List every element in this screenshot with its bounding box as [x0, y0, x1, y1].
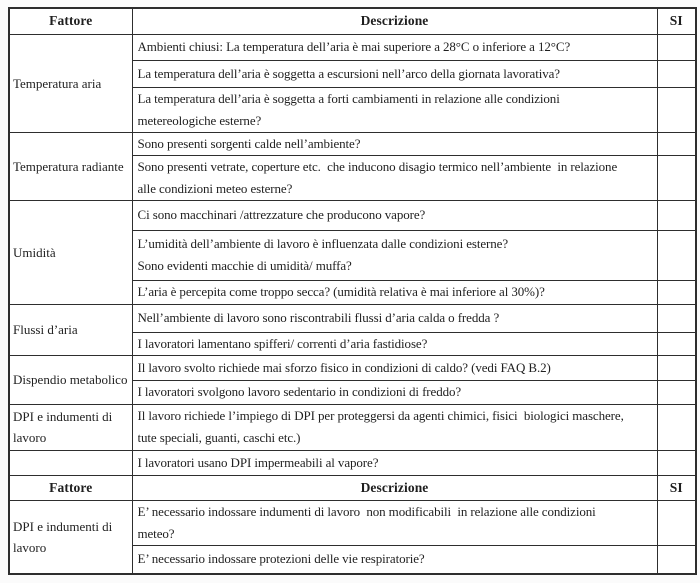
- question-text: alle condizioni meteo esterne?: [137, 180, 293, 196]
- table-row: [9, 355, 696, 380]
- factor-cell-dispendio-metabolico: Dispendio metabolico: [9, 355, 132, 404]
- question-cell: [132, 304, 657, 332]
- question-cell: [132, 155, 657, 200]
- si-answer-cell: [657, 404, 696, 450]
- question-text: Sono evidenti macchie di umidità/ muffa?: [137, 258, 352, 273]
- table-row: [9, 34, 696, 60]
- question-cell: [132, 500, 657, 545]
- si-answer-cell: [657, 230, 696, 280]
- question-cell: [132, 34, 657, 60]
- question-cell: [132, 132, 657, 155]
- header-row: [9, 475, 696, 500]
- question-text: I lavoratori usano DPI impermeabili al vapore?: [137, 454, 379, 470]
- si-answer-cell: [657, 132, 696, 155]
- header-descrizione: Descrizione: [132, 8, 657, 34]
- question-text: Il lavoro richiede l’impiego di DPI per proteggersi da agenti chimici, fisici biologici maschere,: [137, 408, 624, 423]
- question-cell: [132, 60, 657, 87]
- question-text: Il lavoro svolto richiede mai sforzo fisico in condizioni di caldo? (vedi FAQ B.2): [137, 359, 551, 375]
- si-answer-cell: [657, 34, 696, 60]
- question-text: tute speciali, guanti, caschi etc.): [137, 430, 301, 445]
- question-cell: [132, 545, 657, 574]
- header-si: SI: [657, 475, 696, 500]
- si-answer-cell: [657, 60, 696, 87]
- table-row: [9, 404, 696, 450]
- table-row: [9, 500, 696, 545]
- question-text: Nell’ambiente di lavoro sono riscontrabili flussi d’aria calda o fredda ?: [137, 310, 500, 325]
- question-text: metereologiche esterne?: [137, 112, 262, 128]
- question-text: La temperatura dell’aria è soggetta a escursioni nell’arco della giornata lavorativa?: [137, 65, 560, 81]
- question-text: Ci sono macchinari /attrezzature che producono vapore?: [137, 207, 426, 222]
- question-text: La temperatura dell’aria è soggetta a forti cambiamenti in relazione alle condizioni: [137, 90, 560, 106]
- question-cell: [132, 450, 657, 475]
- question-text: Sono presenti sorgenti calde nell’ambiente?: [137, 135, 361, 151]
- question-cell: [132, 280, 657, 304]
- question-cell: [132, 87, 657, 132]
- factor-cell-dpi-indumenti: DPI e indumenti di lavoro: [9, 404, 132, 450]
- si-answer-cell: [657, 200, 696, 230]
- question-text: E’ necessario indossare indumenti di lavoro non modificabili in relazione alle condizioni: [137, 503, 596, 519]
- si-answer-cell: [657, 280, 696, 304]
- si-answer-cell: [657, 304, 696, 332]
- question-text: Ambienti chiusi: La temperatura dell’aria è mai superiore a 28°C o inferiore a 12°C?: [137, 39, 571, 54]
- si-answer-cell: [657, 87, 696, 132]
- header-fattore: Fattore: [9, 8, 132, 34]
- question-cell: [132, 380, 657, 404]
- question-cell: [132, 332, 657, 355]
- header-descrizione: Descrizione: [132, 475, 657, 500]
- question-cell: [132, 355, 657, 380]
- si-answer-cell: [657, 155, 696, 200]
- question-text: L’umidità dell’ambiente di lavoro è influenzata dalle condizioni esterne?: [137, 236, 509, 251]
- si-answer-cell: [657, 355, 696, 380]
- factor-cell-empty: [9, 450, 132, 475]
- si-answer-cell: [657, 500, 696, 545]
- question-text: E’ necessario indossare protezioni delle vie respiratorie?: [137, 551, 425, 567]
- question-text: meteo?: [137, 525, 175, 541]
- table-row: [9, 304, 696, 332]
- question-text: I lavoratori lamentano spifferi/ correnti d’aria fastidiose?: [137, 335, 428, 351]
- factor-cell-temperatura-radiante: Temperatura radiante: [9, 132, 132, 200]
- header-row: [9, 8, 696, 34]
- question-text: Sono presenti vetrate, coperture etc. che inducono disagio termico nell’ambiente in relazione: [137, 158, 618, 174]
- question-text: I lavoratori svolgono lavoro sedentario in condizioni di freddo?: [137, 384, 462, 399]
- question-cell: [132, 230, 657, 280]
- question-cell: [132, 200, 657, 230]
- header-fattore: Fattore: [9, 475, 132, 500]
- question-cell: [132, 404, 657, 450]
- question-text: L’aria è percepita come troppo secca? (umidità relativa è mai inferiore al 30%)?: [137, 284, 545, 299]
- factor-cell-umidita: Umidità: [9, 200, 132, 304]
- factor-cell-temperatura-aria: Temperatura aria: [9, 34, 132, 132]
- si-answer-cell: [657, 450, 696, 475]
- si-answer-cell: [657, 545, 696, 574]
- factor-cell-dpi-indumenti-2: DPI e indumenti di lavoro: [9, 500, 132, 574]
- table-row: [9, 132, 696, 155]
- factor-cell-flussi-daria: Flussi d’aria: [9, 304, 132, 355]
- table-row: [9, 200, 696, 230]
- si-answer-cell: [657, 332, 696, 355]
- si-answer-cell: [657, 380, 696, 404]
- checklist-table: [8, 7, 697, 575]
- table-row: [9, 450, 696, 475]
- header-si: SI: [657, 8, 696, 34]
